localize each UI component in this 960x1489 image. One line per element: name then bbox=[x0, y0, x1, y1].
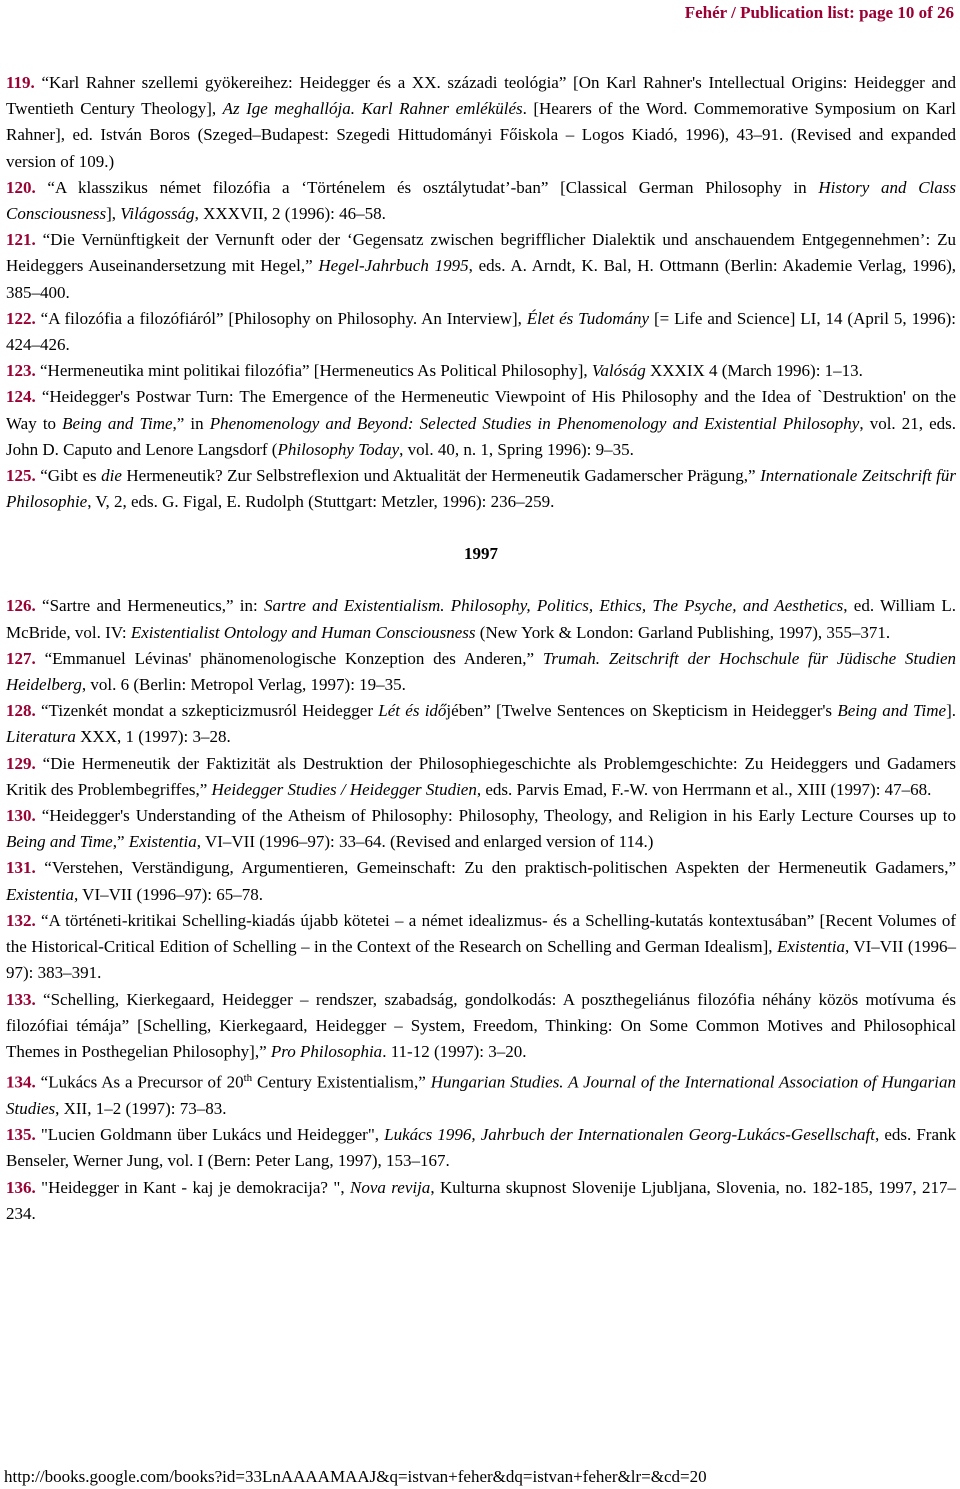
entry-text: , Kulturna skupnost Slovenije Ljubljana, Slovenia, no. 182-185, 1997, 217–234. bbox=[6, 1177, 956, 1223]
entry-text: , eds. A. Arndt, K. Bal, H. Ottmann (Berlin: Akademie Verlag, 1996), 385–400. bbox=[6, 256, 956, 302]
publication-entry bbox=[6, 1175, 956, 1227]
entries-1997 bbox=[6, 593, 956, 1227]
entry-title-italic: Existentia bbox=[128, 832, 197, 852]
entry-text: , XXXVII, 2 (1996): 46–58. bbox=[194, 204, 386, 224]
publication-entry bbox=[6, 306, 956, 358]
entry-title-italic: Being and Time bbox=[837, 701, 947, 721]
entry-text: , vol. 21, eds. John D. Caputo and Lenore Langsdorf ( bbox=[6, 413, 957, 459]
entry-title-italic: Existentia bbox=[776, 937, 845, 957]
publication-list bbox=[6, 70, 956, 1227]
entry-number: 132. bbox=[6, 910, 36, 930]
entry-number: 124. bbox=[6, 387, 36, 407]
entry-title-italic: Phenomenology and Beyond: Selected Studies in Phenomenology and Existential Philosophy bbox=[209, 413, 860, 433]
entry-text: , XII, 1–2 (1997): 73–83. bbox=[55, 1098, 227, 1118]
publication-entry bbox=[6, 1122, 956, 1174]
publication-entry bbox=[6, 1065, 956, 1122]
publication-entry bbox=[6, 803, 956, 855]
publication-entry bbox=[6, 227, 956, 306]
entry-number: 134. bbox=[6, 1072, 36, 1092]
entry-number: 130. bbox=[6, 806, 36, 826]
entry-title-italic: Existentia bbox=[6, 884, 74, 904]
entry-title-italic: Trumah. Zeitschrift der Hochschule für Jüdische Studien Heidelberg bbox=[6, 648, 956, 695]
publication-entry bbox=[6, 751, 956, 803]
entry-text: . 11-12 (1997): 3–20. bbox=[382, 1041, 527, 1061]
entry-text: “Die Hermeneutik der Faktizität als Destruktion der Philosophiegeschichte als Problemgeschichte: Zu Heideggers und Gadamers Kritik des Problembegriffes,” bbox=[6, 753, 956, 799]
entry-title-italic: Nova revija bbox=[349, 1177, 431, 1197]
publication-entry bbox=[6, 646, 956, 698]
publication-entry bbox=[6, 698, 956, 750]
entry-text: “Heidegger's Understanding of the Atheism of Philosophy: Philosophy, Theology, and Religion in his Early Lecture Courses up to bbox=[35, 806, 956, 826]
entry-title-italic: Being and Time bbox=[62, 413, 173, 433]
entry-number: 128. bbox=[6, 701, 36, 721]
entry-text: “A klasszikus német filozófia a ‘Történelem és osztálytudat’-ban” [Classical German Philosophy in bbox=[35, 177, 819, 197]
entry-number: 127. bbox=[6, 648, 36, 668]
entry-text: XXX, 1 (1997): 3–28. bbox=[75, 727, 231, 747]
entry-text: “Die Vernünftigkeit der Vernunft oder der ‘Gegensatz zwischen begrifflicher Dialektik und anschauendem Entgegennehmen’: Zu Heideggers Auseinandersetzung mit Hegel,” bbox=[6, 230, 956, 276]
entry-text: th bbox=[243, 1072, 253, 1085]
entry-text: “Emmanuel Lévinas' phänomenologische Konzeption des Anderen,” bbox=[35, 648, 543, 668]
entry-title-italic: Philosophy Today bbox=[277, 439, 400, 459]
entry-text: “Hermeneutika mint politikai filozófia” [Hermeneutics As Political Philosophy], bbox=[35, 361, 592, 381]
entry-number: 133. bbox=[6, 989, 36, 1009]
entry-text: “Heidegger's Postwar Turn: The Emergence of the Hermeneutic Viewpoint of His Philosophy and the Idea of `Destruktion' on the Way to bbox=[6, 387, 956, 433]
page-header: Fehér / Publication list: page 10 of 26 bbox=[684, 3, 954, 22]
entry-title-italic: Pro Philosophia bbox=[270, 1041, 383, 1061]
entry-number: 135. bbox=[6, 1125, 36, 1145]
entry-number: 126. bbox=[6, 596, 36, 616]
entry-text: , VI–VII (1996–97): 383–391. bbox=[6, 937, 956, 983]
publication-entry bbox=[6, 855, 956, 907]
entry-text: ,” bbox=[112, 832, 129, 852]
entry-title-italic: Élet és Tudomány bbox=[526, 308, 650, 328]
entry-text: , ed. William L. McBride, vol. IV: bbox=[6, 596, 956, 642]
publication-entry bbox=[6, 463, 956, 515]
entry-text: “A történeti-kritikai Schelling-kiadás újabb kötetei – a német idealizmus- és a Schelling-kutatás kontextusában” [Recent Volumes of the Historical-Critical Edition of Schelling – in the Context of the Research on Schelling and German Idealism], bbox=[6, 910, 956, 957]
entry-title-italic: Hegel-Jahrbuch 1995 bbox=[318, 256, 469, 276]
entry-title-italic: Hungarian Studies. A Journal of the International Association of Hungarian Studies bbox=[6, 1072, 956, 1118]
entry-text: , V, 2, eds. G. Figal, E. Rudolph (Stuttgart: Metzler, 1996): 236–259. bbox=[87, 492, 555, 512]
entry-text: Century Existentialism,” bbox=[252, 1072, 431, 1092]
entry-title-italic: Világosság bbox=[120, 204, 195, 224]
entry-title-italic: Lét és idő bbox=[378, 701, 447, 721]
entry-number: 136. bbox=[6, 1177, 36, 1197]
entry-text: , eds. Parvis Emad, F.-W. von Herrmann et al., XIII (1997): 47–68. bbox=[476, 779, 932, 799]
entry-text: ]. bbox=[946, 701, 956, 721]
entry-number: 121. bbox=[6, 230, 36, 250]
entry-title-italic: Heidegger Studies / Heidegger Studien bbox=[211, 779, 477, 799]
publication-entry bbox=[6, 987, 956, 1066]
publication-entry bbox=[6, 384, 956, 463]
entry-text: "Lucien Goldmann über Lukács und Heidegger", bbox=[35, 1125, 385, 1145]
entry-text: , VI–VII (1996–97): 33–64. (Revised and enlarged version of 114.) bbox=[196, 832, 654, 852]
entry-number: 119. bbox=[6, 73, 35, 92]
entry-text: XXXIX 4 (March 1996): 1–13. bbox=[645, 361, 863, 381]
entry-title-italic: Being and Time bbox=[6, 832, 113, 852]
publication-entry bbox=[6, 175, 956, 227]
entry-number: 131. bbox=[6, 858, 36, 878]
entry-title-italic: die bbox=[101, 466, 122, 486]
entry-text: , vol. 6 (Berlin: Metropol Verlag, 1997): 19–35. bbox=[81, 675, 406, 695]
publication-entry bbox=[6, 70, 956, 175]
entry-text: (New York & London: Garland Publishing, 1997), 355–371. bbox=[475, 622, 891, 642]
entry-text: “Sartre and Hermeneutics,” in: bbox=[35, 596, 264, 616]
entry-text: "Heidegger in Kant - kaj je demokracija? ", bbox=[35, 1177, 350, 1197]
publication-entry bbox=[6, 593, 956, 645]
entry-text: “Karl Rahner szellemi gyökereihez: Heidegger és a XX. századi teológia” [On Karl Rahner's Intellectual Origins: Heidegger and Twentieth Century Theology], bbox=[6, 73, 956, 119]
entry-text: [= Life and Science] LI, 14 (April 5, 1996): 424–426. bbox=[6, 308, 956, 355]
entry-text: ], bbox=[106, 204, 121, 224]
source-url[interactable]: http://books.google.com/books?id=33LnAAAAMAAJ&q=istvan+feher&dq=istvan+feher&lr=&cd=20 bbox=[4, 1467, 707, 1486]
entry-title-italic: Internationale Zeitschrift für Philosophie bbox=[6, 466, 957, 512]
entry-title-italic: Valóság bbox=[591, 361, 646, 381]
entry-title-italic: History and Class Consciousness bbox=[6, 177, 956, 224]
entry-number: 129. bbox=[6, 753, 36, 773]
entry-text: “Gibt es bbox=[35, 466, 102, 486]
entry-text: ,” in bbox=[172, 413, 210, 433]
publication-entry bbox=[6, 908, 956, 987]
entry-text: , VI–VII (1996–97): 65–78. bbox=[73, 884, 264, 904]
entry-text: “Verstehen, Verständigung, Argumentieren, Gemeinschaft: Zu den praktisch-politischen Aspekten der Hermeneutik Gadamers,” bbox=[35, 858, 956, 878]
entries-1996 bbox=[6, 70, 956, 515]
entry-number: 120. bbox=[6, 177, 36, 197]
entry-text: “Schelling, Kierkegaard, Heidegger – rendszer, szabadság, gondolkodás: A poszthegeliánus filozófia néhány közös motívuma és filozófiai témája” [Schelling, Kierkegaard, Heidegger – System, Freedom, Thinking: On Some Common Motives and Philosophical Themes in Posthegelian Philosophy],” bbox=[6, 989, 956, 1061]
entry-title-italic: Literatura bbox=[6, 727, 76, 747]
entry-title-italic: Lukács 1996, Jahrbuch der Internationalen Georg-Lukács-Gesellschaft bbox=[384, 1125, 875, 1145]
entry-text: “Lukács As a Precursor of 20 bbox=[35, 1072, 244, 1092]
publication-entry bbox=[6, 358, 956, 384]
entry-text: jében” [Twelve Sentences on Skepticism in Heidegger's bbox=[446, 701, 838, 721]
entry-number: 123. bbox=[6, 361, 36, 381]
entry-text: “Tizenkét mondat a szkepticizmusról Heidegger bbox=[35, 701, 379, 721]
entry-text: Hermeneutik? Zur Selbstreflexion und Aktualität der Hermeneutik Gadamerscher Prägung,” bbox=[121, 466, 761, 486]
entry-text: , eds. Frank Benseler, Werner Jung, vol. I (Bern: Peter Lang, 1997), 153–167. bbox=[6, 1125, 956, 1171]
entry-title-italic: Sartre and Existentialism. Philosophy, Politics, Ethics, The Psyche, and Aesthetics bbox=[264, 596, 844, 616]
year-heading: 1997 bbox=[464, 544, 498, 564]
entry-text: , vol. 40, n. 1, Spring 1996): 9–35. bbox=[399, 439, 634, 459]
entry-text: . [Hearers of the Word. Commemorative Symposium on Karl Rahner], ed. István Boros (Szeged–Budapest: Szegedi Hittudományi Főiskola – Logos Kiadó, 1996), 43–91. (Revised and expanded version of 109.) bbox=[6, 99, 956, 171]
entry-title-italic: Az Ige meghallója. Karl Rahner emlékülés bbox=[222, 99, 523, 119]
entry-title-italic: Existentialist Ontology and Human Consciousness bbox=[130, 622, 476, 642]
entry-number: 125. bbox=[6, 466, 36, 486]
entry-number: 122. bbox=[6, 308, 36, 328]
entry-text: “A filozófia a filozófiáról” [Philosophy on Philosophy. An Interview], bbox=[35, 308, 527, 328]
